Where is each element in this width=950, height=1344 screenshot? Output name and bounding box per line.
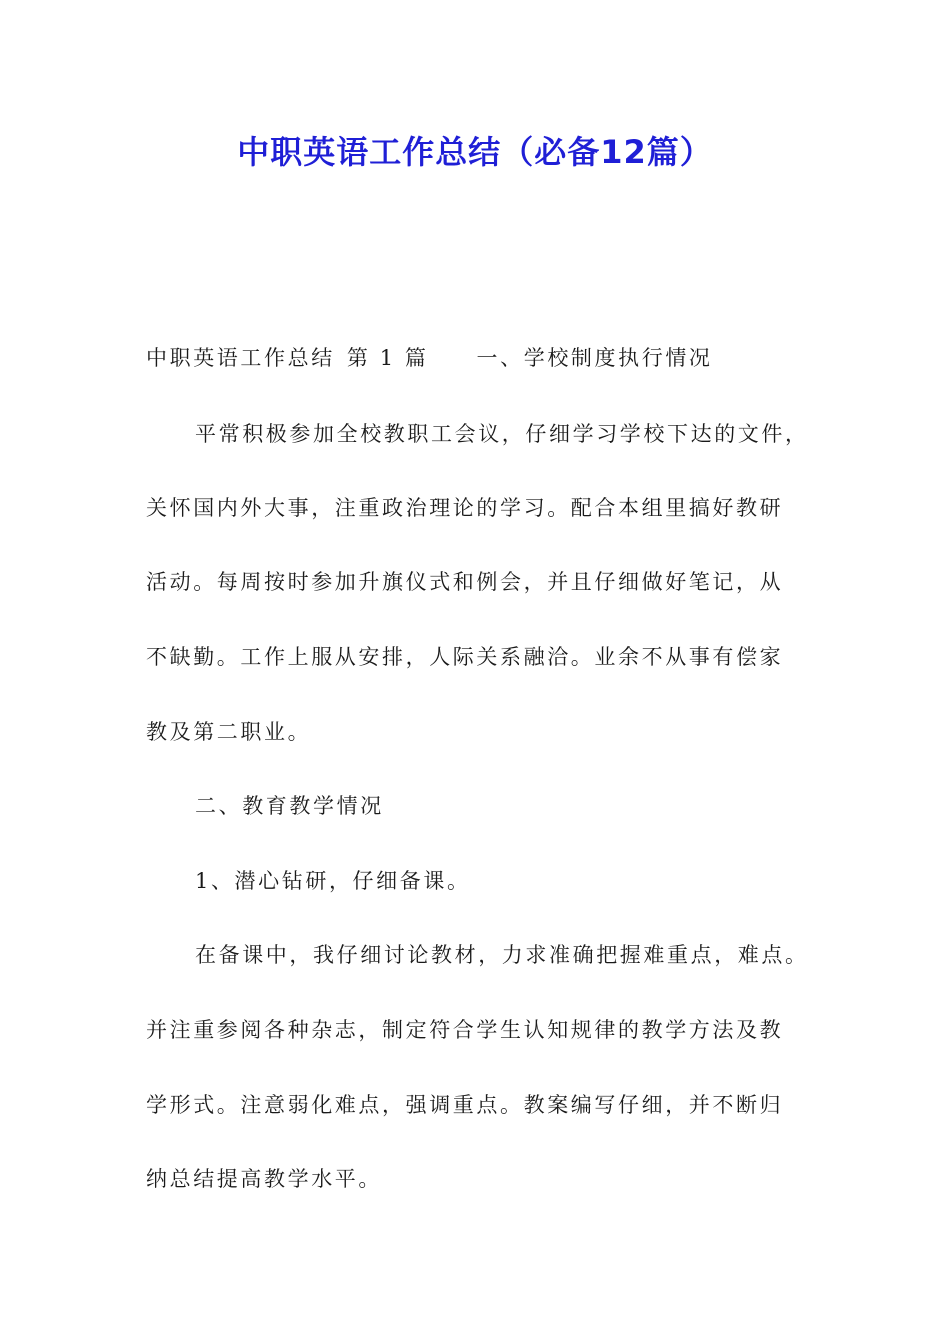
- doc-name: 中职英语工作总结: [146, 346, 335, 370]
- section-header-line: [146, 343, 713, 373]
- part-label: 第 1 篇: [346, 346, 429, 370]
- paragraph-line: 教及第二职业。: [146, 720, 312, 744]
- paragraph-line: 并注重参阅各种杂志，制定符合学生认知规律的教学方法及教: [146, 1018, 784, 1042]
- document-title: 中职英语工作总结（必备12篇）: [237, 133, 713, 171]
- paragraph-line: 纳总结提高教学水平。: [146, 1167, 382, 1191]
- paragraph-line: 关怀国内外大事，注重政治理论的学习。配合本组里搞好教研: [146, 496, 784, 520]
- paragraph-line: 活动。每周按时参加升旗仪式和例会，并且仔细做好笔记，从: [146, 570, 784, 594]
- paragraph-line: 学形式。注意弱化难点，强调重点。教案编写仔细，并不断归: [146, 1093, 784, 1117]
- paragraph-line: 在备课中，我仔细讨论教材，力求准确把握难重点，难点。: [195, 943, 809, 967]
- section-heading: 二、教育教学情况: [195, 794, 384, 818]
- paragraph-line: 平常积极参加全校教职工会议，仔细学习学校下达的文件，: [195, 422, 809, 446]
- subsection-heading: 1、潜心钻研，仔细备课。: [195, 869, 471, 893]
- section-heading: 一、学校制度执行情况: [476, 346, 713, 370]
- paragraph-line: 不缺勤。工作上服从安排，人际关系融洽。业余不从事有偿家: [146, 645, 784, 669]
